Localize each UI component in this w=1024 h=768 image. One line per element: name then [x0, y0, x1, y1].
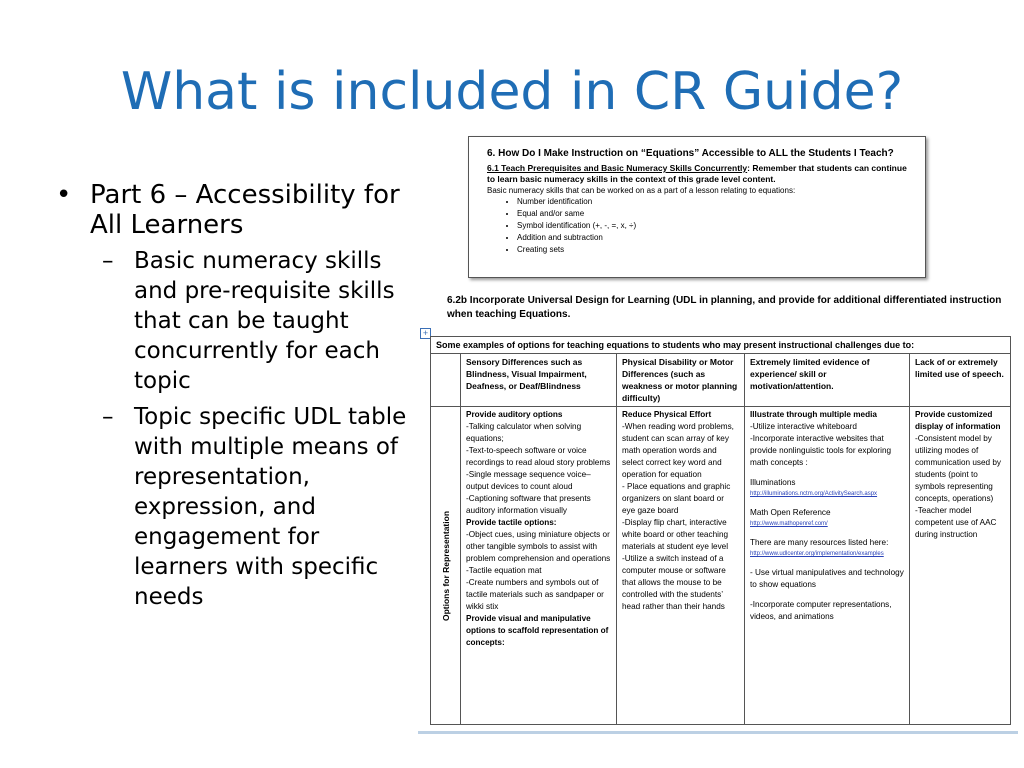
- table-row: [431, 407, 1011, 725]
- doc-excerpt-heading: 6. How Do I Make Instruction on “Equations” Accessible to ALL the Students I Teach?: [487, 148, 894, 159]
- table-cell: [431, 354, 461, 407]
- bullet-dash-icon: –: [102, 248, 114, 274]
- row-label: Options for Representation: [440, 510, 451, 621]
- udlcenter-link[interactable]: http://www.udlcenter.org/implementation/examples: [750, 551, 884, 557]
- list-item: • Creating sets: [517, 244, 907, 256]
- page-edge-divider: [418, 731, 1018, 734]
- list-item: • Symbol identification (+, -, =, x, ÷): [517, 220, 907, 232]
- list-item: • Equal and/or same: [517, 208, 907, 220]
- mathopenref-link[interactable]: http://www.mathopenref.com/: [750, 521, 828, 527]
- table-cell: Provide customized display of information -Consistent model by utilizing modes of communication used by students (point to symbols representing concepts, operations) -Teacher model competent use of AAC during instruction: [910, 407, 1011, 725]
- bullet-level2: [52, 402, 412, 612]
- table-header: Some examples of options for teaching equations to students who may present instructional challenges due to:: [431, 337, 1011, 354]
- column-header: Lack of or extremely limited use of speech.: [910, 354, 1011, 407]
- row-label-cell: [431, 407, 461, 725]
- doc-excerpt-numeracy: [468, 136, 926, 278]
- doc-excerpt-body: Basic numeracy skills that can be worked on as a part of a lesson relating to equations:: [487, 186, 796, 195]
- bullet-level2-text: Topic specific UDL table with multiple means of representation, expression, and engagement for learners with specific needs: [134, 404, 407, 610]
- table-row: [431, 354, 1011, 407]
- bullet-level2-text: Basic numeracy skills and pre-requisite skills that can be taught concurrently for each topic: [134, 248, 395, 394]
- bullet-dash-icon: –: [102, 404, 114, 430]
- table-cell: Provide auditory options -Talking calculator when solving equations; -Text-to-speech software or voice recordings to read aloud story problems -Single message sequence voice–output devices to count aloud -Captioning software that presents auditory information visually Provide tactile options: -Object cues, using miniature objects or other tangible symbols to assist with problem comprehension and operations -Tactile equation mat -Create numbers and symbols out of tactile materials such as sandpaper or wikki stix Provide visual and manipulative options to scaffold representation of concepts:: [461, 407, 617, 725]
- table-move-handle-icon[interactable]: +: [420, 328, 431, 339]
- list-item: • Addition and subtraction: [517, 232, 907, 244]
- illuminations-link[interactable]: http://illuminations.nctm.org/ActivitySearch.aspx: [750, 491, 878, 497]
- bullet-level2: [52, 246, 412, 396]
- bullet-level1: [52, 180, 412, 240]
- doc-excerpt-subheading: 6.1 Teach Prerequisites and Basic Numeracy Skills Concurrently: Remember that students can continue to learn basic numeracy skills in the context of this grade level content.: [487, 163, 907, 184]
- slide-title: What is included in CR Guide?: [120, 62, 904, 122]
- bullet-dot-icon: •: [56, 180, 72, 210]
- udl-table-excerpt: [420, 328, 1010, 734]
- table-row: [431, 337, 1011, 354]
- udl-section-heading: 6.2b Incorporate Universal Design for Learning (UDL in planning, and provide for additional differentiated instruction when teaching Equations.: [447, 295, 1002, 320]
- table-cell: Reduce Physical Effort -When reading word problems, student can scan array of key math operation words and select correct key word and operation for equation - Place equations and graphic organizers on slant board or eye gaze board -Display flip chart, interactive white board or other teaching materials at student eye level -Utilize a switch instead of a computer mouse or software that allows the mouse to be controlled with the students’ head rather than their hands: [617, 407, 745, 725]
- bullet-list: [52, 180, 412, 612]
- udl-table: [430, 336, 1011, 725]
- list-item: • Number identification: [517, 196, 907, 208]
- column-header: Sensory Differences such as Blindness, Visual Impairment, Deafness, or Deaf/Blindness: [461, 354, 617, 407]
- column-header: Physical Disability or Motor Differences (such as weakness or motor planning difficulty): [617, 354, 745, 407]
- column-header: Extremely limited evidence of experience/ skill or motivation/attention.: [745, 354, 910, 407]
- table-cell: Illustrate through multiple media -Utilize interactive whiteboard -Incorporate interactive websites that provide nonlinguistic tools for exploring math concepts : Illuminations http://illuminations.nctm.org/ActivitySearch.aspx Math Open Reference http://www.mathopenref.com/ There are many resources listed here: http://www.udlcenter.org/implementation/examples - Use virtual manipulatives and technology to show equations -Incorporate computer representations, videos, and animations: [745, 407, 910, 725]
- bullet-level1-text: Part 6 – Accessibility for All Learners: [90, 180, 400, 240]
- numeracy-skill-list: [487, 196, 907, 256]
